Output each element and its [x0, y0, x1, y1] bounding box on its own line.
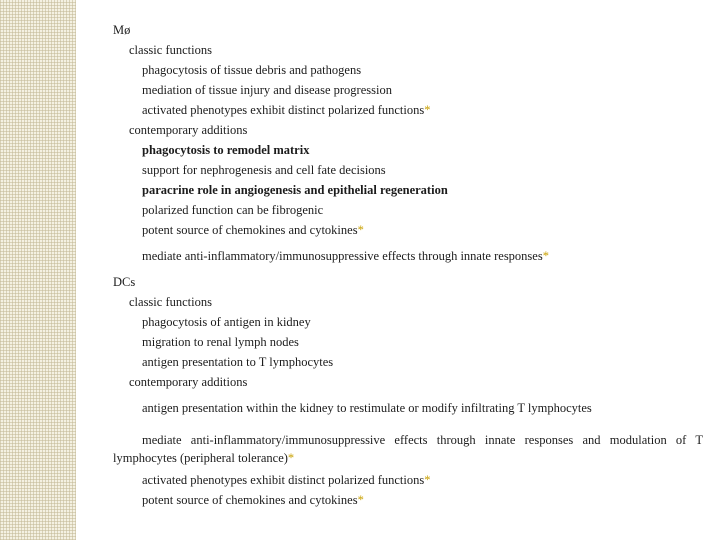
- reference-link[interactable]: *: [424, 103, 431, 117]
- subheading-classic-functions: classic functions: [129, 295, 212, 309]
- reference-link[interactable]: *: [424, 473, 431, 487]
- subheading-contemporary-additions: contemporary additions: [129, 123, 248, 137]
- list-item: paracrine role in angiogenesis and epithelial regeneration: [142, 183, 448, 197]
- list-item: phagocytosis of tissue debris and pathogens: [142, 63, 362, 77]
- list-item: [142, 493, 364, 507]
- reference-link[interactable]: *: [542, 249, 549, 263]
- list-item-text: activated phenotypes exhibit distinct polarized functions: [142, 103, 425, 117]
- list-item-text: potent source of chemokines and cytokines: [142, 493, 358, 507]
- list-item: antigen presentation within the kidney to restimulate or modify infiltrating T lymphocytes: [142, 401, 592, 415]
- subheading-classic-functions: classic functions: [129, 43, 212, 57]
- list-item: [142, 249, 549, 263]
- list-item: [142, 223, 364, 237]
- list-item: polarized function can be fibrogenic: [142, 203, 324, 217]
- section-heading-dendritic-cells: DCs: [113, 275, 136, 289]
- section-heading-macrophages: Mø: [113, 23, 131, 37]
- list-item: [142, 473, 430, 487]
- list-item: mediation of tissue injury and disease progression: [142, 83, 392, 97]
- list-item-text: potent source of chemokines and cytokines: [142, 223, 358, 237]
- list-item: support for nephrogenesis and cell fate decisions: [142, 163, 386, 177]
- list-item: phagocytosis to remodel matrix: [142, 143, 310, 157]
- reference-link[interactable]: *: [357, 223, 364, 237]
- reference-link[interactable]: *: [287, 451, 295, 465]
- list-item-text: activated phenotypes exhibit distinct polarized functions: [142, 473, 425, 487]
- list-item: antigen presentation to T lymphocytes: [142, 355, 334, 369]
- list-item: phagocytosis of antigen in kidney: [142, 315, 311, 329]
- list-item: [113, 431, 703, 467]
- list-item-text: mediate anti-inflammatory/immunosuppressive effects through innate responses and modulation of T lymphocytes (peripheral tolerance): [113, 433, 703, 465]
- list-item: migration to renal lymph nodes: [142, 335, 299, 349]
- list-item-text: mediate anti-inflammatory/immunosuppressive effects through innate responses: [142, 249, 543, 263]
- reference-link[interactable]: *: [357, 493, 364, 507]
- subheading-contemporary-additions: contemporary additions: [129, 375, 248, 389]
- list-item: [142, 103, 430, 117]
